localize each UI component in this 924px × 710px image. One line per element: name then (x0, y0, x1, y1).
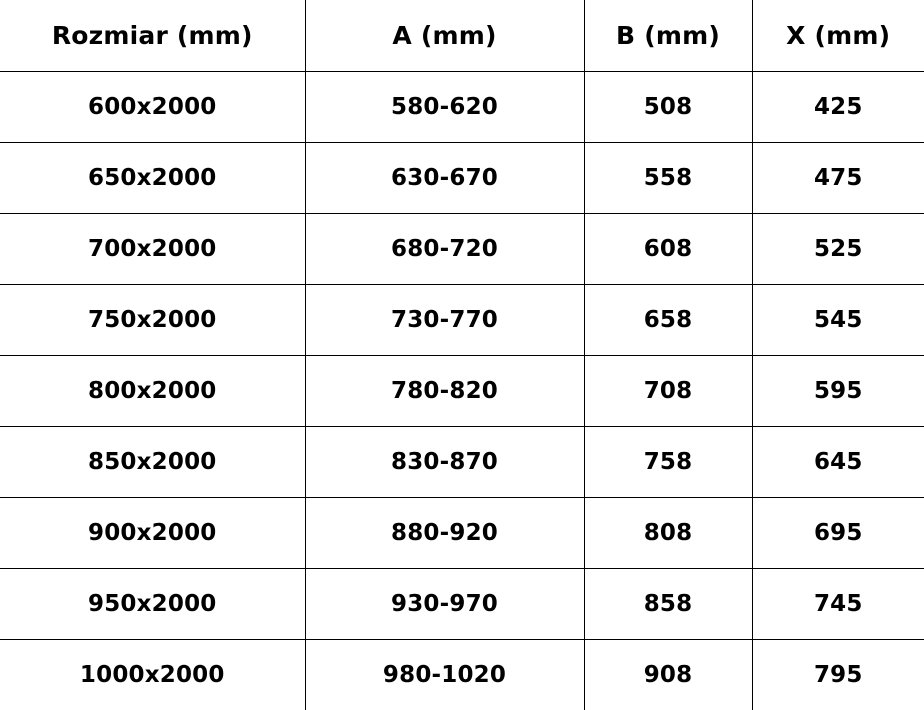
cell-a: 630-670 (305, 143, 584, 214)
column-header-a: A (mm) (305, 0, 584, 72)
table-row (0, 498, 924, 569)
table-row (0, 640, 924, 710)
cell-b: 858 (584, 569, 752, 640)
cell-b: 658 (584, 285, 752, 356)
column-header-b: B (mm) (584, 0, 752, 72)
cell-rozmiar: 850x2000 (0, 427, 305, 498)
table-header (0, 0, 924, 72)
cell-rozmiar: 900x2000 (0, 498, 305, 569)
cell-b: 758 (584, 427, 752, 498)
table-row (0, 214, 924, 285)
cell-rozmiar: 1000x2000 (0, 640, 305, 710)
cell-rozmiar: 650x2000 (0, 143, 305, 214)
cell-x: 475 (752, 143, 924, 214)
cell-a: 830-870 (305, 427, 584, 498)
column-header-rozmiar: Rozmiar (mm) (0, 0, 305, 72)
cell-x: 645 (752, 427, 924, 498)
cell-rozmiar: 950x2000 (0, 569, 305, 640)
cell-x: 795 (752, 640, 924, 710)
table-row (0, 72, 924, 143)
table-row (0, 285, 924, 356)
cell-a: 980-1020 (305, 640, 584, 710)
cell-x: 745 (752, 569, 924, 640)
cell-x: 695 (752, 498, 924, 569)
cell-a: 580-620 (305, 72, 584, 143)
table-row (0, 427, 924, 498)
cell-a: 780-820 (305, 356, 584, 427)
cell-a: 680-720 (305, 214, 584, 285)
cell-rozmiar: 750x2000 (0, 285, 305, 356)
cell-x: 545 (752, 285, 924, 356)
table-row (0, 569, 924, 640)
cell-b: 708 (584, 356, 752, 427)
column-header-x: X (mm) (752, 0, 924, 72)
cell-rozmiar: 800x2000 (0, 356, 305, 427)
cell-rozmiar: 600x2000 (0, 72, 305, 143)
table-row (0, 143, 924, 214)
cell-x: 425 (752, 72, 924, 143)
cell-rozmiar: 700x2000 (0, 214, 305, 285)
cell-b: 808 (584, 498, 752, 569)
cell-x: 595 (752, 356, 924, 427)
cell-a: 730-770 (305, 285, 584, 356)
table-row (0, 356, 924, 427)
cell-b: 558 (584, 143, 752, 214)
cell-b: 608 (584, 214, 752, 285)
table-header-row (0, 0, 924, 72)
table-body (0, 72, 924, 710)
cell-a: 880-920 (305, 498, 584, 569)
cell-a: 930-970 (305, 569, 584, 640)
cell-b: 908 (584, 640, 752, 710)
cell-b: 508 (584, 72, 752, 143)
cell-x: 525 (752, 214, 924, 285)
